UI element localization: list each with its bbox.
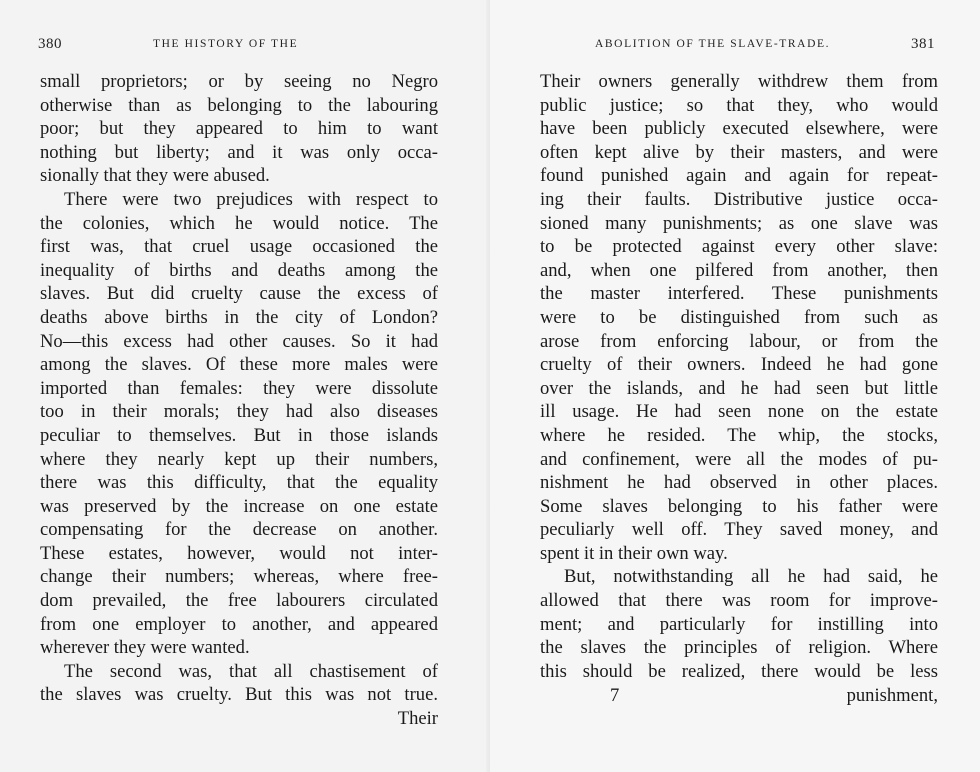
left-page-number: 380 xyxy=(38,36,62,52)
text-line: The second was, that all chastisement of xyxy=(64,660,438,682)
text-line: cruelty of their owners. Indeed he had gone xyxy=(540,354,938,376)
left-running-header xyxy=(38,38,438,58)
text-line: nishment he had observed in other places. xyxy=(540,472,938,494)
text-line: the slaves was cruelty. But this was not true. xyxy=(40,684,438,706)
text-line: peculiarly well off. They saved money, and xyxy=(540,519,938,541)
right-page-number: 381 xyxy=(911,36,935,52)
text-line: to be protected against every other slave: xyxy=(540,236,938,258)
text-line: small proprietors; or by seeing no Negro xyxy=(40,71,438,92)
text-line: first was, that cruel usage occasioned the xyxy=(40,236,438,258)
text-line: was preserved by the increase on one estate xyxy=(40,495,438,517)
text-line: dom prevailed, the free labourers circulated xyxy=(40,590,438,612)
text-line: compensating for the decrease on another. xyxy=(40,519,438,541)
text-line: These estates, however, would not inter- xyxy=(40,542,438,564)
text-line: too in their morals; they had also diseases xyxy=(40,401,438,423)
text-line: change their numbers; whereas, where free- xyxy=(40,566,438,588)
text-line: ment; and particularly for instilling into xyxy=(540,613,938,635)
text-line: and, when one pilfered from another, then xyxy=(540,259,938,281)
text-line: imported than females: they were dissolute xyxy=(40,377,438,399)
text-line: nothing but liberty; and it was only occa- xyxy=(40,141,438,163)
text-line: peculiar to themselves. But in those islands xyxy=(40,424,438,446)
right-page-footer xyxy=(540,685,938,709)
text-line: the master interfered. These punishments xyxy=(540,283,938,305)
text-line: sioned many punishments; as one slave was xyxy=(540,212,938,234)
text-line: sionally that they were abused. xyxy=(40,165,270,187)
text-line: were to be distinguished from such as xyxy=(540,306,938,328)
text-line: ing their faults. Distributive justice occa- xyxy=(540,188,938,210)
text-line: otherwise than as belonging to the labouring xyxy=(40,94,438,116)
left-page-text xyxy=(40,70,438,731)
text-line: No—this excess had other causes. So it had xyxy=(40,330,438,352)
text-line: the colonies, which he would notice. The xyxy=(40,212,438,234)
text-line: spent it in their own way. xyxy=(540,542,728,564)
text-line: There were two prejudices with respect to xyxy=(64,188,438,210)
text-line: among the slaves. Of these more males were xyxy=(40,354,438,376)
text-line: often kept alive by their masters, and were xyxy=(540,141,938,163)
text-line: But, notwithstanding all he had said, he xyxy=(564,566,938,588)
text-line: found punished again and again for repeat- xyxy=(540,165,938,187)
signature-mark: 7 xyxy=(610,685,620,706)
catchword: Their xyxy=(397,708,438,730)
right-running-header xyxy=(595,38,935,58)
text-line: where they nearly kept up their numbers, xyxy=(40,448,438,470)
text-line: deaths above births in the city of London? xyxy=(40,306,438,328)
text-line: and confinement, were all the modes of pu- xyxy=(540,448,938,470)
text-line: Their owners generally withdrew them from xyxy=(540,71,938,92)
text-line: inequality of births and deaths among the xyxy=(40,259,438,281)
text-line: allowed that there was room for improve- xyxy=(540,590,938,612)
text-line: Some slaves belonging to his father were xyxy=(540,495,938,517)
text-line: ill usage. He had seen none on the estate xyxy=(540,401,938,423)
text-line: the slaves the principles of religion. Where xyxy=(540,637,938,659)
left-running-title: THE HISTORY OF THE xyxy=(153,38,299,50)
right-running-title: ABOLITION OF THE SLAVE-TRADE. xyxy=(595,38,831,50)
text-line: where he resided. The whip, the stocks, xyxy=(540,424,938,446)
text-line: public justice; so that they, who would xyxy=(540,94,938,116)
catchword: punishment, xyxy=(846,685,938,706)
text-line: over the islands, and he had seen but little xyxy=(540,377,938,399)
text-line: poor; but they appeared to him to want xyxy=(40,118,438,140)
text-line: this should be realized, there would be less xyxy=(540,660,938,682)
right-page xyxy=(490,0,980,772)
text-line: have been publicly executed elsewhere, were xyxy=(540,118,938,140)
text-line: wherever they were wanted. xyxy=(40,637,250,659)
text-line: slaves. But did cruelty cause the excess of xyxy=(40,283,438,305)
text-line: from one employer to another, and appeared xyxy=(40,613,438,635)
text-line: arose from enforcing labour, or from the xyxy=(540,330,938,352)
text-line: there was this difficulty, that the equality xyxy=(40,472,438,494)
right-page-text xyxy=(540,70,938,683)
